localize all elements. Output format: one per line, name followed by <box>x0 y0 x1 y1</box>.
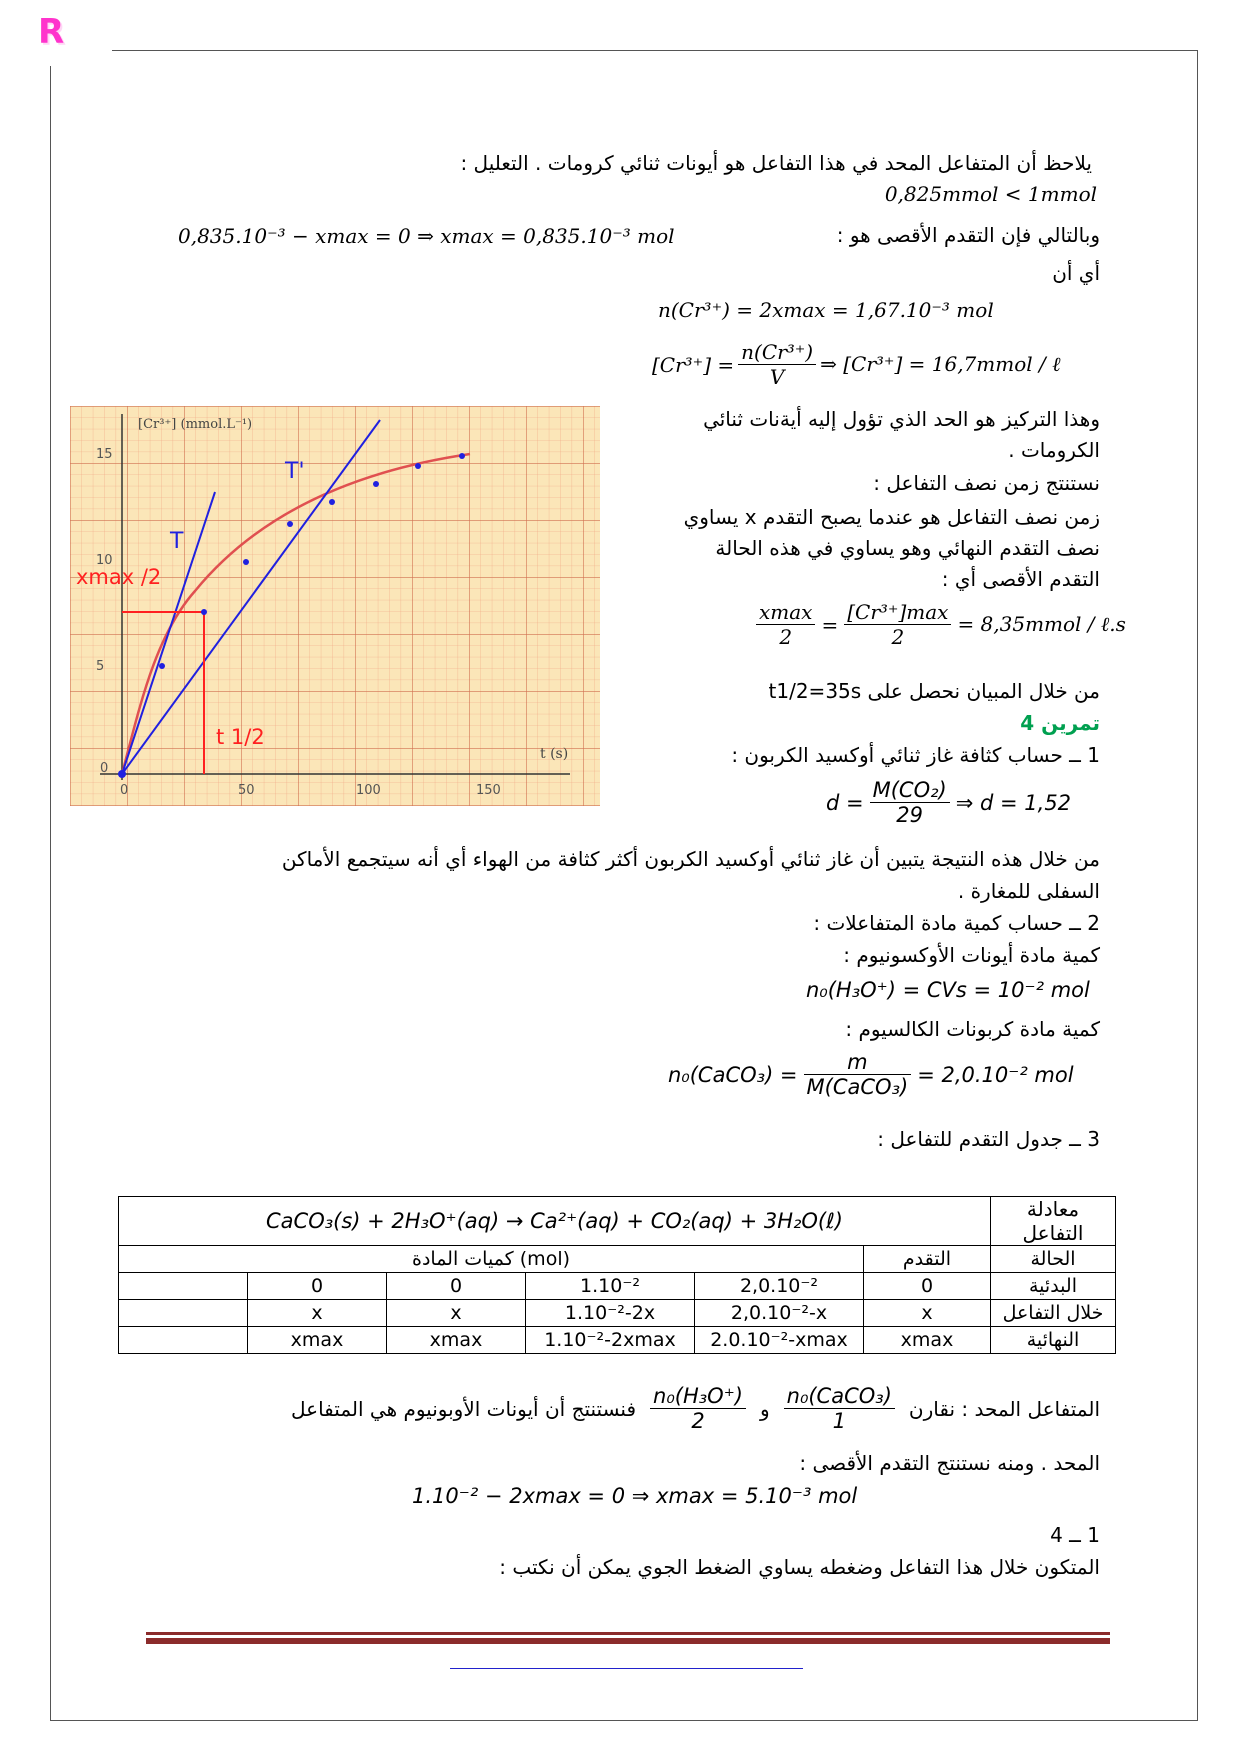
point-5 <box>329 499 335 505</box>
text-q2: 2 ــ حساب كمية مادة المتفاعلات : <box>813 911 1100 935</box>
math-l4-den: V <box>769 365 785 389</box>
lim-frac1 <box>784 1384 895 1433</box>
cell-r1-c4: x <box>248 1300 387 1327</box>
logo: R <box>38 12 65 52</box>
table-h-adv: التقدم <box>864 1246 991 1273</box>
d-frac <box>870 778 950 827</box>
math-l4 <box>652 340 1060 389</box>
cell-r0-c5 <box>119 1273 248 1300</box>
q2b-den: M(CaCO₃) <box>806 1075 909 1099</box>
point-0 <box>118 770 126 778</box>
text-p3c: التقدم الأقصى أي : <box>941 567 1100 591</box>
table-h-eq: معادلة التفاعل <box>991 1197 1116 1246</box>
half-frac1 <box>756 600 815 649</box>
point-1 <box>159 663 165 669</box>
math-density <box>826 778 1071 827</box>
text-q4a: المتكون خلال هذا التفاعل وضغطه يساوي الضغط الجوي يمكن أن نكتب : <box>499 1555 1100 1579</box>
q2b-frac <box>804 1050 912 1099</box>
point-2 <box>201 609 207 615</box>
label-T: T <box>170 529 184 554</box>
frame-right <box>1197 50 1198 1720</box>
math-l1: 0,825mmol < 1mmol <box>884 182 1097 206</box>
text-q3: 3 ــ جدول التقدم للتفاعل : <box>877 1127 1100 1151</box>
exercise-4-title: تمرين 4 <box>1020 711 1100 735</box>
text-p2: نستنتج زمن نصف التفاعل : <box>873 471 1100 495</box>
half-frac2-num: [Cr³⁺]max <box>844 600 951 625</box>
label-T-prime: T' <box>285 459 305 484</box>
cell-r2-c2: 1.10⁻²-2xmax <box>526 1327 695 1354</box>
half-res: = 8,35mmol / ℓ.s <box>957 612 1126 636</box>
point-4 <box>287 521 293 527</box>
text-lim3: المحد . ومنه نستنتج التقدم الأقصى : <box>799 1451 1100 1475</box>
math-q2a: n₀(H₃O⁺) = CVs = 10⁻² mol <box>806 978 1090 1002</box>
table-row-header <box>119 1246 1116 1273</box>
concentration-graph <box>70 406 600 806</box>
footer-separator-thin <box>146 1632 1110 1635</box>
table-equation: CaCO₃(s) + 2H₃O⁺(aq) → Ca²⁺(aq) + CO₂(aq) + 3H₂O(ℓ) <box>119 1197 991 1246</box>
x-axis-label: t (s) <box>540 746 569 762</box>
lim-text1: المتفاعل المحد : نقارن <box>908 1396 1100 1421</box>
text-p4: من خلال المبيان نحصل على t1/2=35s <box>768 679 1100 703</box>
label-xmax-half: xmax /2 <box>76 565 162 589</box>
text-l1: يلاحظ أن المتفاعل المحد في هذا التفاعل هو أيونات ثنائي كرومات . التعليل : <box>460 151 1092 175</box>
cell-r0-state: البدئية <box>991 1273 1116 1300</box>
x-tick-150: 150 <box>476 783 501 798</box>
x-tick-0: 0 <box>120 783 129 798</box>
math-l2: 0,835.10⁻³ − xmax = 0 ⇒ xmax = 0,835.10⁻³ mol <box>178 224 675 248</box>
cell-r0-c1: 2,0.10⁻² <box>695 1273 864 1300</box>
lim-and: و <box>759 1396 770 1421</box>
cell-r0-adv: 0 <box>864 1273 991 1300</box>
text-q1: 1 ــ حساب كثافة غاز ثنائي أوكسيد الكربون : <box>731 743 1100 767</box>
half-eq: = <box>821 612 839 637</box>
y-tick-10: 10 <box>96 553 113 568</box>
lim-frac1-num: n₀(CaCO₃) <box>784 1384 895 1409</box>
q2b-num: m <box>804 1050 912 1075</box>
text-p5a: من خلال هذه النتيجة يتبين أن غاز ثنائي أوكسيد الكربون أكثر كثافة من الهواء أي أنه سيتجمع الأماكن <box>281 847 1100 871</box>
half-frac2-den: 2 <box>891 625 905 649</box>
y-axis-label: [Cr³⁺] (mmol.L⁻¹) <box>138 417 253 432</box>
cell-r1-c3: x <box>387 1300 526 1327</box>
point-7 <box>415 463 421 469</box>
text-p5b: السفلى للمغارة . <box>957 879 1100 903</box>
cell-r2-c1: 2.0.10⁻²-xmax <box>695 1327 864 1354</box>
lim-text2: فنستنتج أن أيونات الأوبونيوم هي المتفاعل <box>291 1396 637 1421</box>
math-q2b <box>668 1050 1074 1099</box>
lim-frac1-den: 1 <box>832 1409 846 1433</box>
text-q2b: كمية مادة كربونات الكالسيوم : <box>845 1017 1100 1041</box>
cell-r2-adv: xmax <box>864 1327 991 1354</box>
d-left: d = <box>826 790 864 815</box>
point-8 <box>459 453 465 459</box>
math-xmax: 1.10⁻² − 2xmax = 0 ⇒ xmax = 5.10⁻³ mol <box>412 1484 858 1508</box>
limiting-line <box>291 1384 1100 1433</box>
cell-r1-c5 <box>119 1300 248 1327</box>
text-p3b: نصف التقدم النهائي وهو يساوي في هذه الحالة <box>715 536 1100 560</box>
lim-frac2-num: n₀(H₃O⁺) <box>650 1384 746 1409</box>
graph-grid <box>70 406 600 806</box>
math-half <box>756 600 1126 649</box>
lim-frac2 <box>650 1384 746 1433</box>
math-l4-right: ⇒ [Cr³⁺] = 16,7mmol / ℓ <box>820 352 1061 376</box>
cell-r1-state: خلال التفاعل <box>991 1300 1116 1327</box>
d-den: 29 <box>896 803 924 827</box>
cell-r2-c5 <box>119 1327 248 1354</box>
q2b-left: n₀(CaCO₃) = <box>668 1062 798 1087</box>
math-l4-left: [Cr³⁺] = <box>652 352 735 377</box>
y-tick-0: 0 <box>100 761 109 776</box>
math-l4-frac <box>738 340 816 389</box>
cell-r2-c3: xmax <box>387 1327 526 1354</box>
frame-top <box>112 50 1198 51</box>
cell-r1-c2: 1.10⁻²-2x <box>526 1300 695 1327</box>
d-num: M(CO₂) <box>870 778 950 803</box>
y-tick-15: 15 <box>96 447 113 462</box>
frame-bottom <box>50 1720 1198 1721</box>
text-q4: 1 ــ 4 <box>1050 1523 1100 1547</box>
text-l2: وبالتالي فإن التقدم الأقصى هو : <box>836 223 1100 247</box>
text-p1b: الكرومات . <box>1008 438 1100 462</box>
cell-r2-state: النهائية <box>991 1327 1116 1354</box>
footer-link-line[interactable] <box>450 1668 803 1669</box>
lim-frac2-den: 2 <box>691 1409 705 1433</box>
cell-r0-c3: 0 <box>387 1273 526 1300</box>
y-tick-5: 5 <box>96 659 105 674</box>
d-res: ⇒ d = 1,52 <box>955 790 1072 815</box>
text-l3: أي أن <box>1052 261 1100 285</box>
table-row-equation <box>119 1197 1116 1246</box>
label-t-half: t 1/2 <box>216 725 265 749</box>
math-l3: n(Cr³⁺) = 2xmax = 1,67.10⁻³ mol <box>658 298 994 322</box>
text-p1a: وهذا التركيز هو الحد الذي تؤول إليه أيةنات ثنائي <box>703 407 1100 431</box>
cell-r1-c1: 2,0.10⁻²-x <box>695 1300 864 1327</box>
x-tick-100: 100 <box>356 783 381 798</box>
footer-separator-thick <box>146 1638 1110 1644</box>
x-tick-50: 50 <box>238 783 255 798</box>
progress-table <box>118 1196 1116 1354</box>
cell-r0-c2: 1.10⁻² <box>526 1273 695 1300</box>
text-p3a: زمن نصف التفاعل هو عندما يصبح التقدم x يساوي <box>683 505 1100 529</box>
half-frac1-den: 2 <box>779 625 793 649</box>
cell-r0-c4: 0 <box>248 1273 387 1300</box>
half-frac2 <box>844 600 951 649</box>
half-frac1-num: xmax <box>756 600 815 625</box>
table-row <box>119 1300 1116 1327</box>
point-3 <box>243 559 249 565</box>
table-row <box>119 1327 1116 1354</box>
cell-r1-adv: x <box>864 1300 991 1327</box>
frame-left <box>50 66 51 1720</box>
math-l4-num: n(Cr³⁺) <box>738 340 816 365</box>
q2b-res: = 2,0.10⁻² mol <box>917 1062 1074 1087</box>
text-q2a: كمية مادة أيونات الأوكسونيوم : <box>843 943 1100 967</box>
table-h-qty: كميات المادة (mol) <box>119 1246 864 1273</box>
table-h-state: الحالة <box>991 1246 1116 1273</box>
cell-r2-c4: xmax <box>248 1327 387 1354</box>
table-row <box>119 1273 1116 1300</box>
point-6 <box>373 481 379 487</box>
